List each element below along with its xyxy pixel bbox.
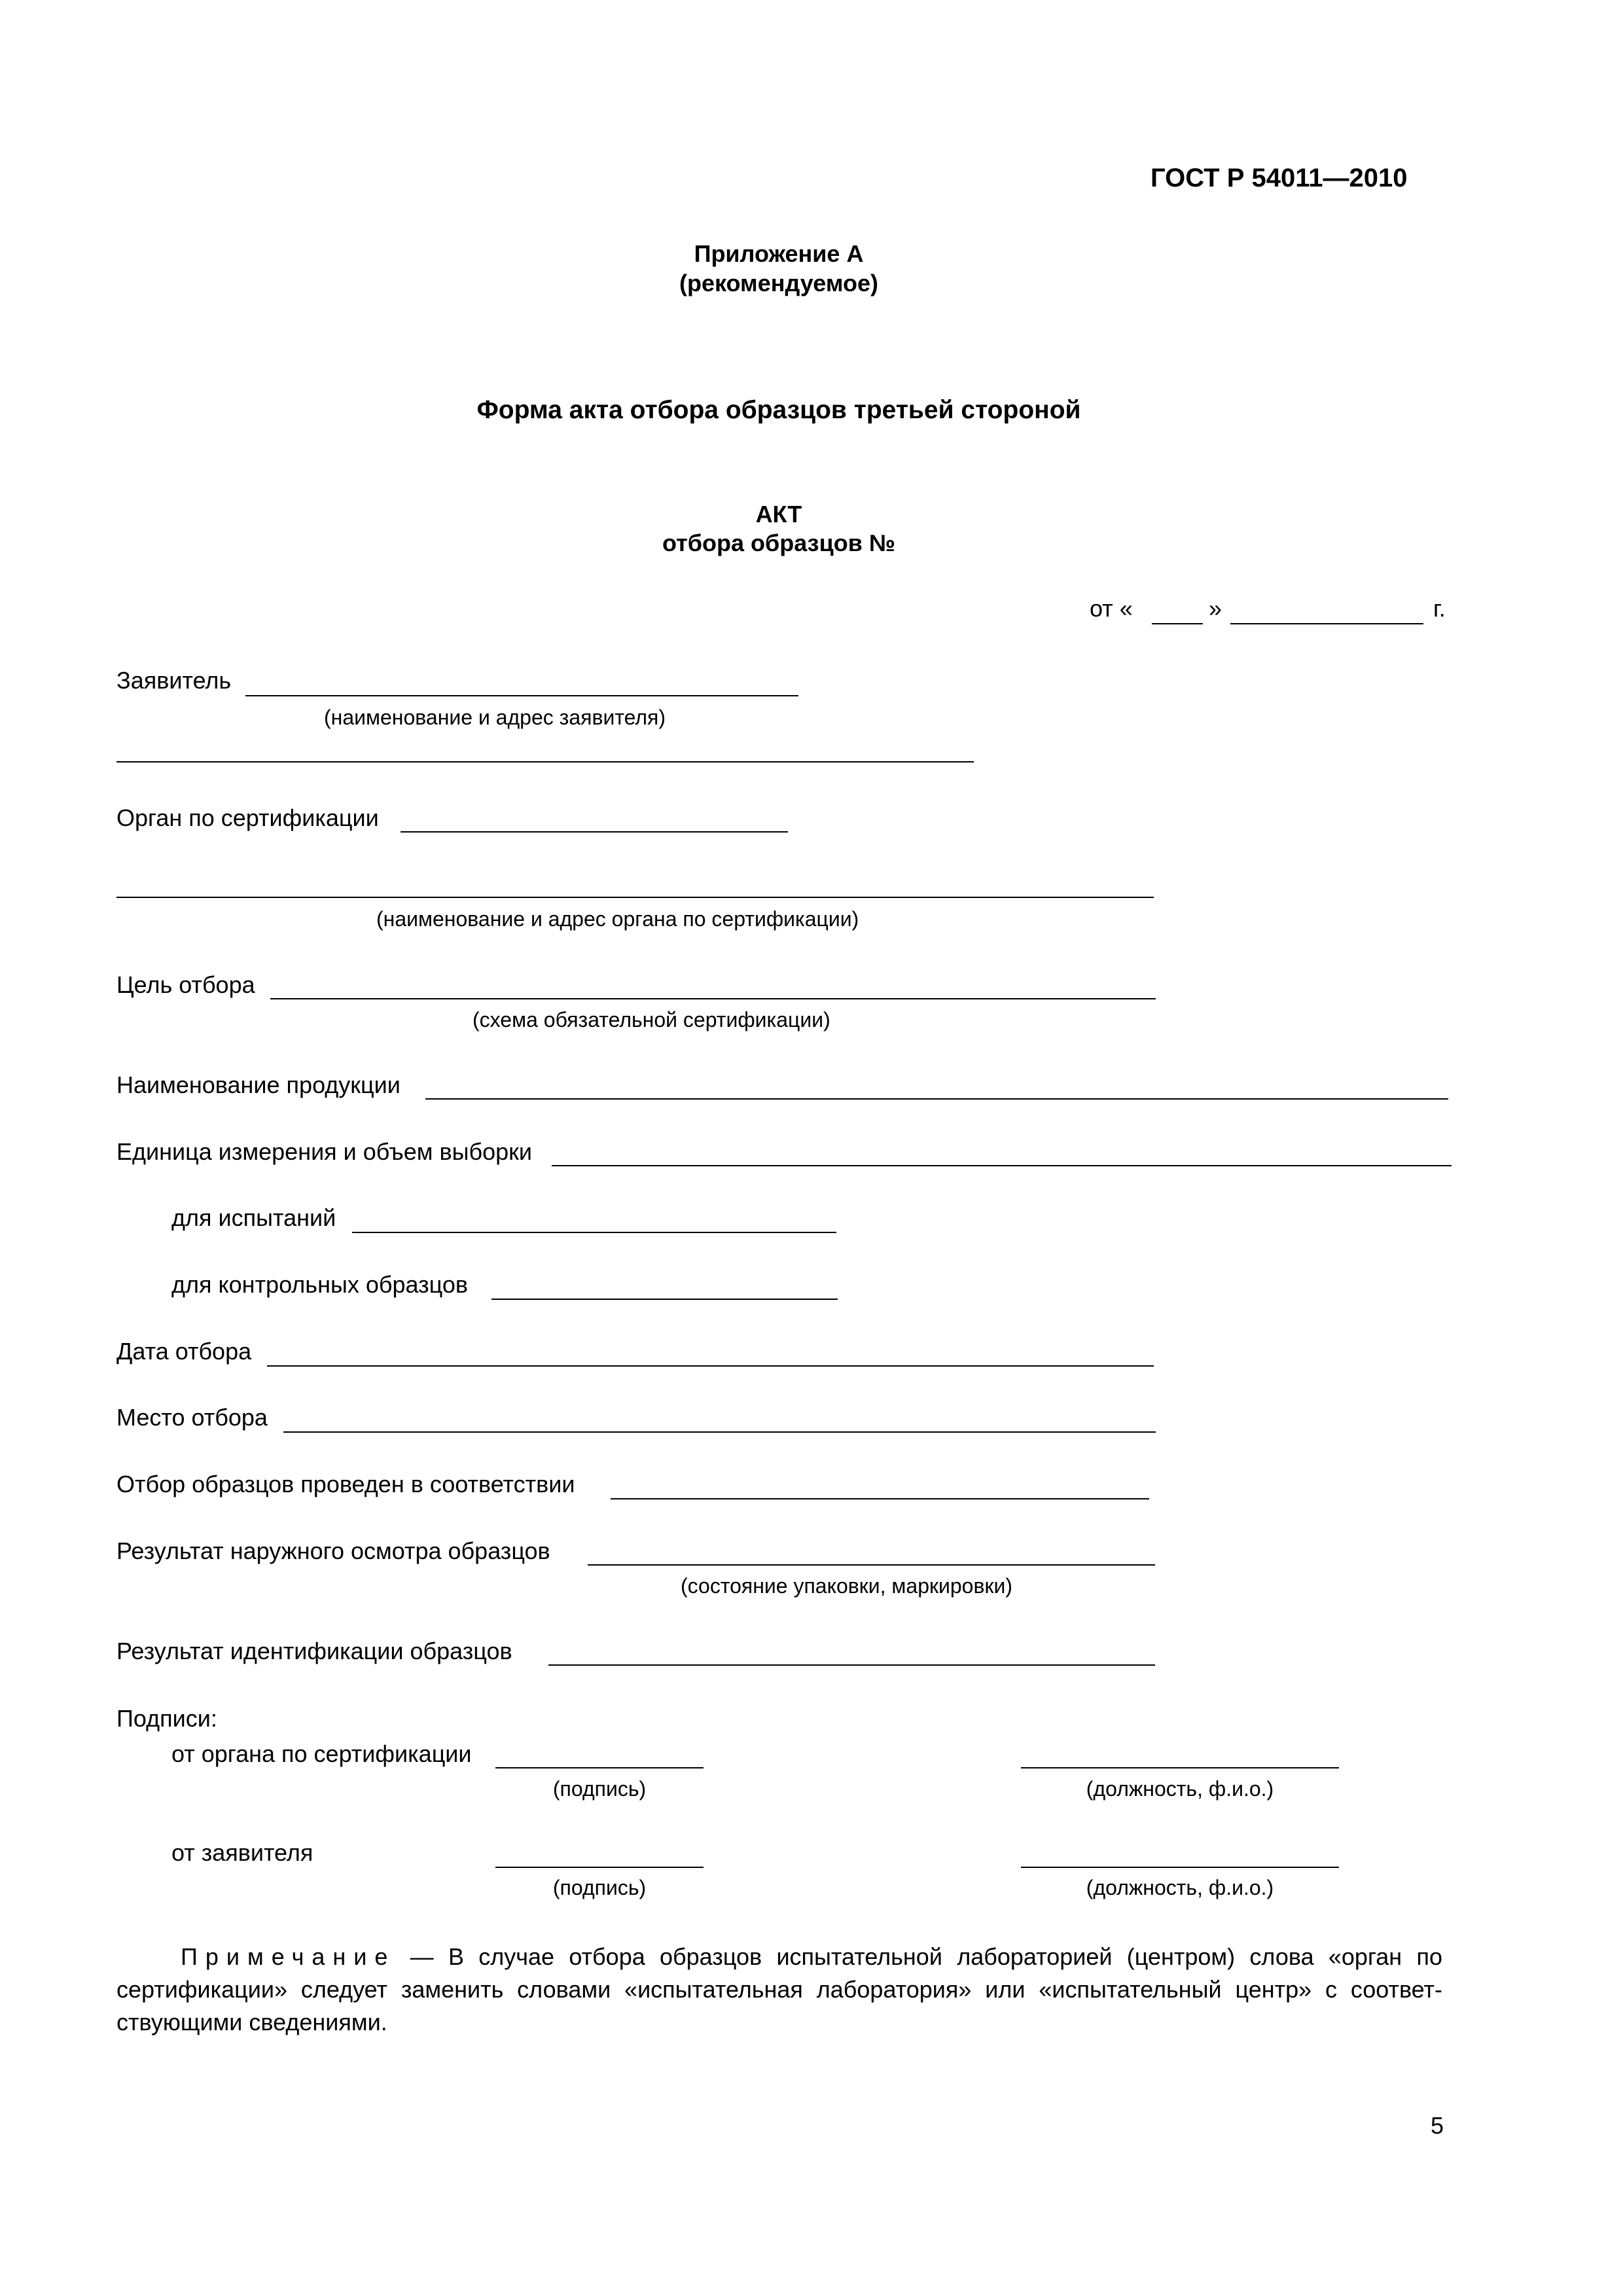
appendix-title: Приложение А [694, 240, 864, 267]
signatures-heading: Подписи: [116, 1705, 217, 1732]
applicant-field-line2[interactable] [116, 761, 974, 762]
applicant-hint: (наименование и адрес заявителя) [324, 706, 666, 729]
for-tests-field[interactable] [352, 1232, 836, 1233]
from-cert-body-label: от органа по сертификации [171, 1740, 472, 1767]
act-title: АКТ [755, 501, 802, 528]
signature-hint-2: (подпись) [552, 1876, 647, 1899]
identification-result-field[interactable] [548, 1664, 1155, 1666]
from-applicant-label: от заявителя [171, 1839, 313, 1866]
sampling-date-field[interactable] [267, 1365, 1154, 1367]
signature-hint-1: (подпись) [552, 1777, 647, 1801]
for-tests-label: для испытаний [171, 1204, 336, 1231]
product-name-label: Наименование продукции [116, 1071, 401, 1098]
visual-result-field[interactable] [588, 1564, 1155, 1566]
page-number: 5 [1431, 2112, 1444, 2139]
cert-body-hint: (наименование и адрес органа по сертификации) [376, 907, 859, 931]
visual-result-label: Результат наружного осмотра образцов [116, 1537, 550, 1564]
standard-id: ГОСТ Р 54011—2010 [1150, 164, 1408, 192]
cert-body-field[interactable] [401, 831, 788, 833]
cert-body-signature-field[interactable] [495, 1767, 704, 1768]
applicant-signature-field[interactable] [495, 1867, 704, 1868]
applicant-position-field[interactable] [1021, 1867, 1339, 1868]
cert-body-field-line2[interactable] [116, 897, 1154, 898]
date-prefix: от « [1090, 595, 1133, 622]
identification-result-label: Результат идентификации образцов [116, 1638, 512, 1664]
note [116, 1941, 1442, 2039]
product-name-field[interactable] [425, 1098, 1448, 1100]
purpose-label: Цель отбора [116, 971, 255, 998]
month-field[interactable] [1230, 623, 1423, 624]
note-text: — В случае отбора образцов испытательной лабораторией (центром) слова «орган по сертификации» следует заменить словами «испытательная лаборатория» или «испытательный центр» с соответствующими сведениями. [116, 1943, 1442, 2036]
sampling-date-label: Дата отбора [116, 1338, 252, 1365]
for-control-label: для контрольных образцов [171, 1271, 468, 1298]
date-mid: » [1209, 595, 1222, 622]
visual-result-hint: (состояние упаковки, маркировки) [681, 1574, 1012, 1598]
day-field[interactable] [1152, 623, 1203, 624]
note-label: Примечание [181, 1943, 396, 1970]
purpose-field[interactable] [270, 998, 1156, 999]
unit-volume-field[interactable] [552, 1165, 1452, 1166]
for-control-field[interactable] [491, 1299, 838, 1300]
date-suffix: г. [1433, 595, 1446, 622]
form-title: Форма акта отбора образцов третьей стороной [476, 396, 1081, 424]
position-hint-2: (должность, ф.и.о.) [1086, 1876, 1274, 1899]
cert-body-label: Орган по сертификации [116, 804, 379, 831]
unit-volume-label: Единица измерения и объем выборки [116, 1138, 533, 1165]
appendix-status: (рекомендуемое) [679, 270, 878, 296]
applicant-label: Заявитель [116, 667, 232, 694]
purpose-hint: (схема обязательной сертификации) [473, 1008, 830, 1031]
position-hint-1: (должность, ф.и.о.) [1086, 1777, 1274, 1801]
conformity-label: Отбор образцов проведен в соответствии [116, 1471, 575, 1498]
act-subtitle: отбора образцов № [662, 529, 895, 556]
applicant-field[interactable] [245, 695, 798, 696]
sampling-place-field[interactable] [283, 1431, 1156, 1433]
conformity-field[interactable] [611, 1498, 1149, 1499]
cert-body-position-field[interactable] [1021, 1767, 1339, 1768]
sampling-place-label: Место отбора [116, 1404, 268, 1431]
